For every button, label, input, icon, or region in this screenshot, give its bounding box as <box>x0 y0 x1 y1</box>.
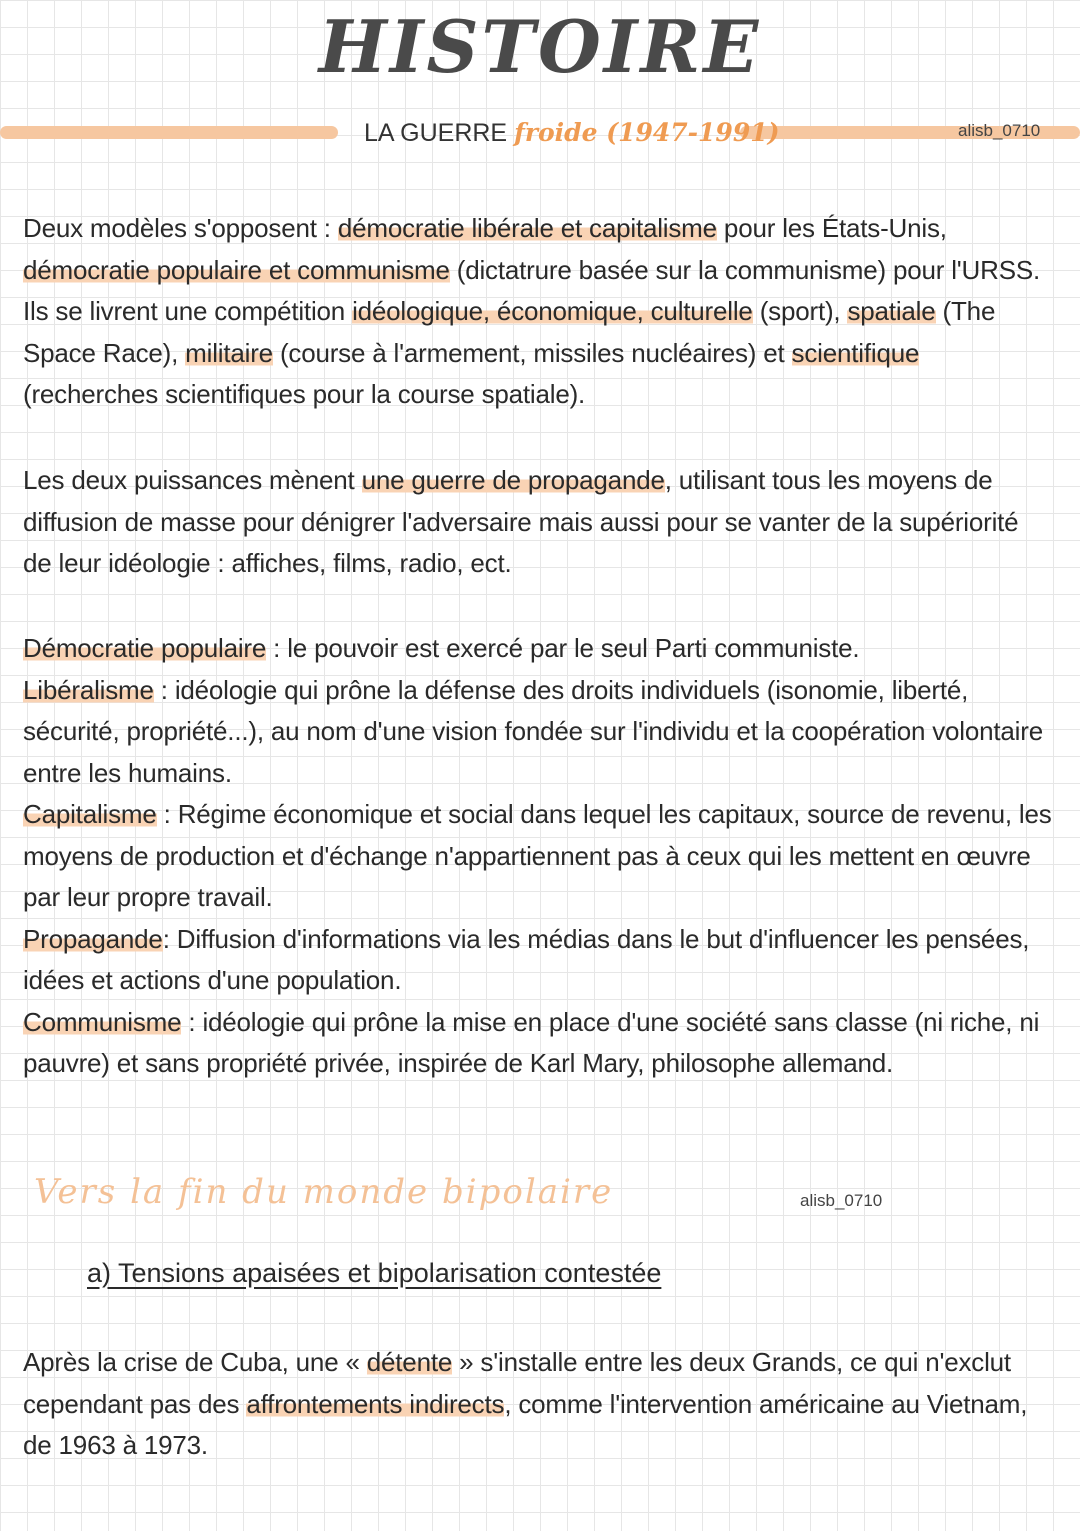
definition-sep: : <box>156 799 178 829</box>
text: (sport), <box>752 296 848 326</box>
watermark: alisb_0710 <box>800 1191 883 1210</box>
definition-sep: : <box>266 633 288 663</box>
highlight: affrontements indirects <box>246 1388 505 1419</box>
text: , comme l'intervention américaine au Vietnam, de 1963 à 1973. <box>23 1388 1028 1460</box>
definition-text: Diffusion d'informations via les médias dans le but d'influencer les pensées, idées et actions d'une population. <box>23 923 1030 995</box>
definition-term: Démocratie populaire <box>23 633 267 663</box>
definition-term: Capitalisme <box>23 799 157 829</box>
paragraph-propaganda <box>23 460 1053 585</box>
definition-sep: : <box>181 1006 203 1037</box>
definition-democratie-populaire <box>23 628 1053 670</box>
definition-propagande <box>23 919 1053 1002</box>
highlight: démocratie libérale et capitalisme <box>337 213 717 243</box>
definition-term: Libéralisme <box>23 674 154 705</box>
section-title: Vers la fin du monde bipolaire <box>34 1172 614 1212</box>
definition-text: idéologie qui prône la défense des droits individuels (isonomie, liberté, sécurité, propriété...), au nom d'une vision fondée sur l'individu et la coopération volontaire entre les humains. <box>23 674 1043 788</box>
text: Après la crise de Cuba, une « <box>23 1347 367 1377</box>
definition-communisme <box>23 1002 1053 1085</box>
highlight: démocratie populaire et communisme <box>23 254 450 285</box>
text: pour les États-Unis, <box>716 213 947 243</box>
highlight: militaire <box>185 337 273 368</box>
definition-capitalisme <box>23 794 1053 919</box>
page-title: HISTOIRE <box>318 4 762 89</box>
text: Les deux puissances mènent <box>23 465 362 495</box>
watermark: alisb_0710 <box>958 121 1041 140</box>
definition-term: Communisme <box>23 1006 182 1037</box>
header-bar-left <box>0 126 338 139</box>
paragraph-detente <box>23 1342 1053 1467</box>
text: (The Space Race), <box>23 296 996 368</box>
page-subtitle <box>364 118 779 148</box>
paragraph-models <box>23 208 1053 416</box>
highlight: spatiale <box>847 296 936 326</box>
subtitle-accent: froide (1947-1991) <box>514 118 780 147</box>
text: , utilisant tous les moyens de diffusion de masse pour dénigrer l'adversaire mais aussi pour se vanter de la supériorité de leur idéologie : affiches, films, radio, ect. <box>23 465 1019 578</box>
definition-text: Régime économique et social dans lequel les capitaux, source de revenu, les moyens de production et d'échange n'appartiennent pas à ceux qui les mettent en œuvre par leur propre travail. <box>23 799 1052 912</box>
text: Deux modèles s'opposent : <box>23 213 338 243</box>
text: (course à l'armement, missiles nucléaires) et <box>272 337 792 368</box>
definition-term: Propagande <box>23 923 163 954</box>
highlight: détente <box>366 1347 453 1377</box>
text: (dictatrure basée sur la communisme) pour l'URSS. Ils se livrent une compétition <box>23 254 1041 326</box>
definition-text: le pouvoir est exercé par le seul Parti communiste. <box>287 633 860 663</box>
sub-heading: a) Tensions apaisées et bipolarisation contestée <box>87 1258 662 1288</box>
highlight: scientifique <box>791 337 920 368</box>
subtitle-prefix: LA GUERRE <box>364 119 515 147</box>
text: (recherches scientifiques pour la course spatiale). <box>23 379 586 409</box>
definition-sep: : <box>162 923 177 954</box>
highlight: une guerre de propagande <box>361 465 665 495</box>
highlight: idéologique, économique, culturelle <box>352 296 753 326</box>
definition-liberalisme <box>23 670 1053 795</box>
definition-sep: : <box>153 674 175 705</box>
text: » s'installe entre les deux Grands, ce qui n'exclut cependant pas des <box>23 1347 1011 1419</box>
definition-text: idéologie qui prône la mise en place d'une société sans classe (ni riche, ni pauvre) et sans propriété privée, inspirée de Karl Mary, philosophe allemand. <box>23 1006 1040 1078</box>
definitions <box>23 628 1053 1085</box>
